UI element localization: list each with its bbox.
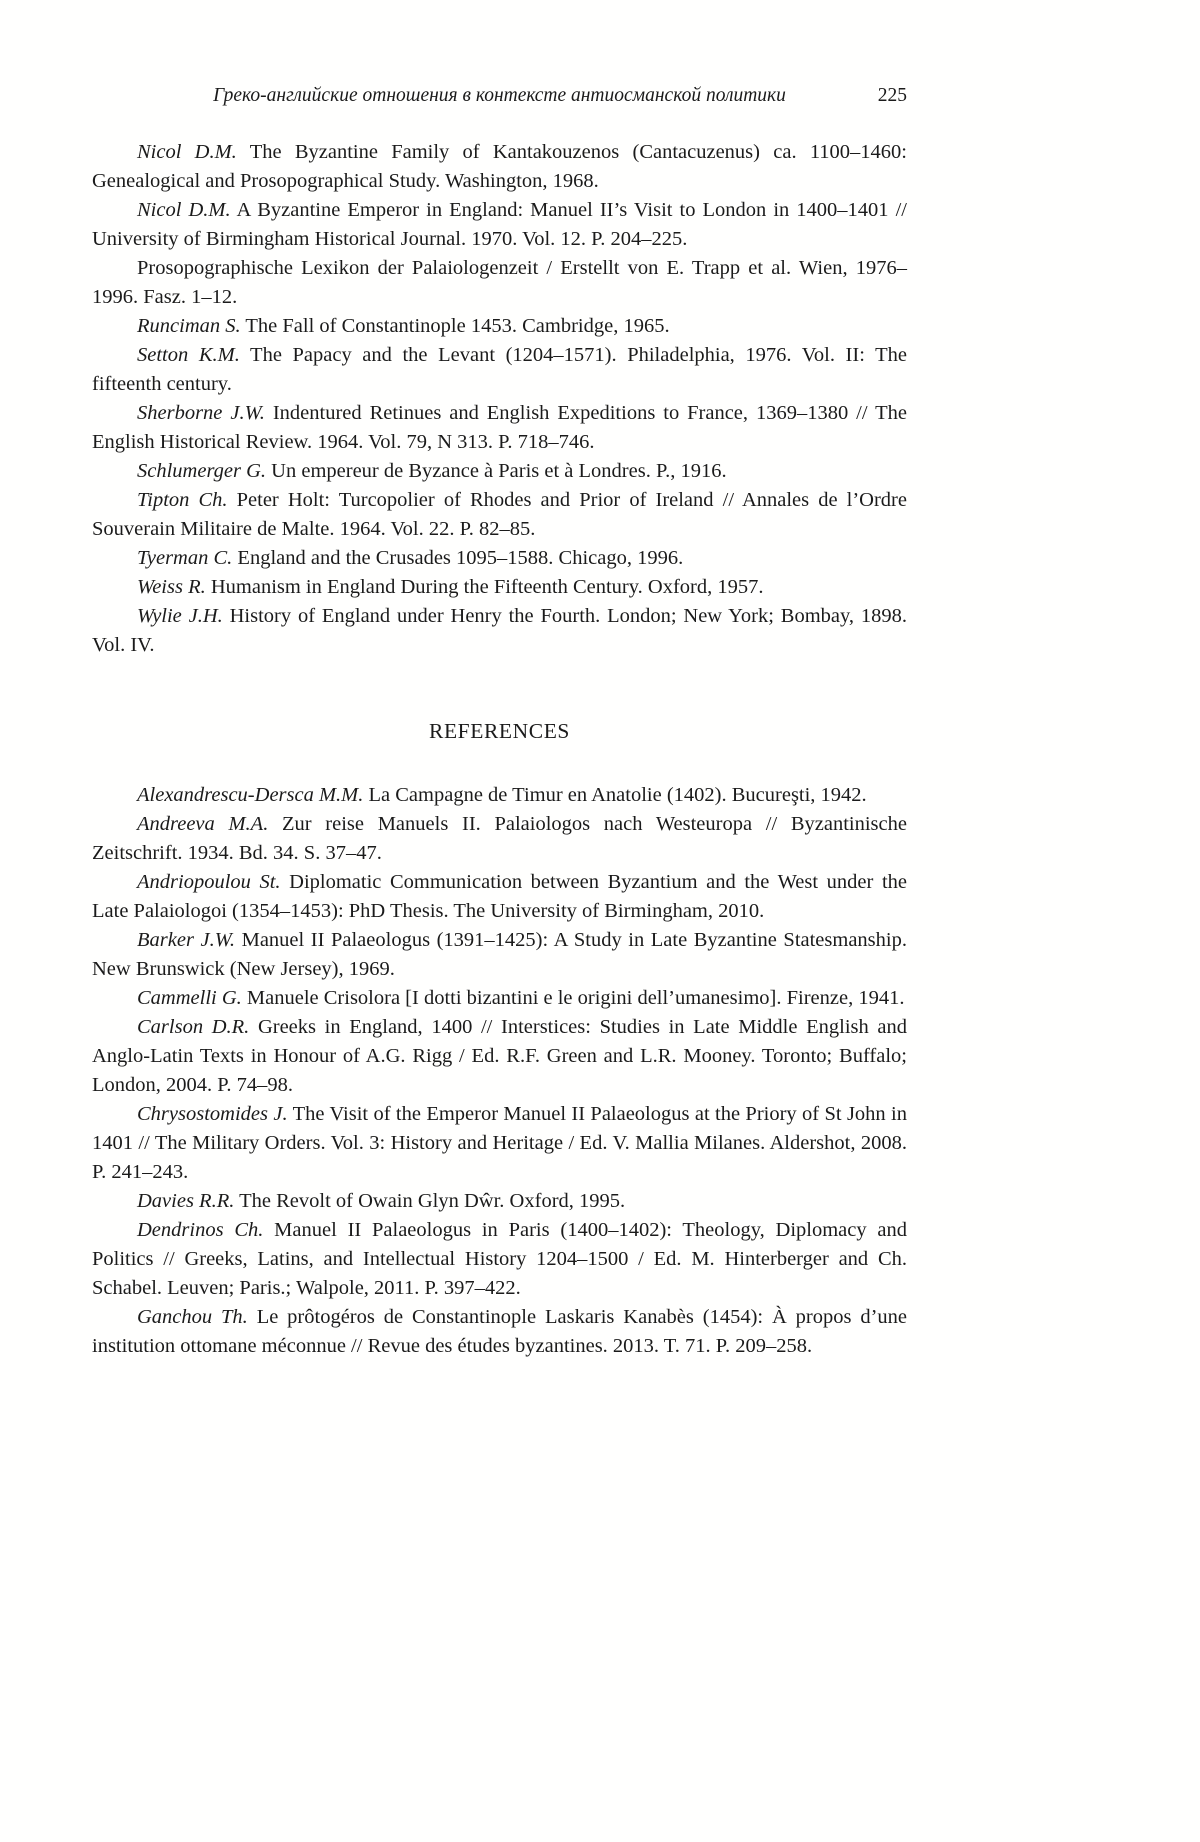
entry-text: The Papacy and the Levant (1204–1571). Philadelphia, 1976. Vol. II: The fifteenth century. [92,344,907,395]
entry-text: Zur reise Manuels II. Palaiologos nach Westeuropa // Byzantinische Zeitschrift. 1934. Bd. 34. S. 37–47. [92,813,907,864]
reference-entry [92,984,907,1013]
entry-author: Chrysostomides J. [137,1103,288,1125]
bibliography-entry [92,573,907,602]
bibliography-entry [92,196,907,254]
entry-author: Tipton Ch. [137,489,228,511]
entry-text: Un empereur de Byzance à Paris et à Londres. P., 1916. [266,460,727,482]
entry-text: Manuel II Palaeologus in Paris (1400–1402): Theology, Diplomacy and Politics // Greeks, Latins, and Intellectual History 1204–1500 / Ed. M. Hinterberger and Ch. Schabel. Leuven; Paris.; Walpole, 2011. P. 397–422. [92,1219,907,1299]
entry-author: Alexandrescu-Dersca M.M. [137,784,364,806]
reference-entry [92,1216,907,1303]
bibliography-entry [92,457,907,486]
entry-text: The Revolt of Owain Glyn Dŵr. Oxford, 1995. [234,1190,626,1212]
header-title: Греко-английские отношения в контексте антиосманской политики [213,85,786,106]
entry-text: Indentured Retinues and English Expeditions to France, 1369–1380 // The English Historical Review. 1964. Vol. 79, N 313. P. 718–746. [92,402,907,453]
reference-entry [92,926,907,984]
entry-text: History of England under Henry the Fourth. London; New York; Bombay, 1898. Vol. IV. [92,605,908,656]
entry-author: Runciman S. [137,315,241,337]
bibliography-entry [92,138,907,196]
reference-entry [92,1303,907,1361]
entry-text: Diplomatic Communication between Byzantium and the West under the Late Palaiologoi (1354–1453): PhD Thesis. The University of Birmingham, 2010. [92,871,907,922]
entry-author: Davies R.R. [137,1190,235,1212]
entry-text: The Fall of Constantinople 1453. Cambridge, 1965. [240,315,670,337]
entry-author: Nicol D.M. [137,199,231,221]
entry-text: Manuel II Palaeologus (1391–1425): A Study in Late Byzantine Statesmanship. New Brunswick (New Jersey), 1969. [92,929,907,980]
bibliography-entry [92,544,907,573]
entry-text: Greeks in England, 1400 // Interstices: Studies in Late Middle English and Anglo-Latin Texts in Honour of A.G. Rigg / Ed. R.F. Green and L.R. Mooney. Toronto; Buffalo; London, 2004. P. 74–98. [92,1016,907,1096]
entry-text: Manuele Crisolora [I dotti bizantini e le origini dell’umanesimo]. Firenze, 1941. [241,987,905,1009]
bibliography-entry [92,312,907,341]
reference-entry [92,1013,907,1100]
bibliography-entry [92,486,907,544]
reference-entry [92,781,907,810]
bibliography-entry [92,602,907,660]
entry-author: Setton K.M. [137,344,240,366]
entry-author: Cammelli G. [137,987,242,1009]
entry-text: Le prôtogéros de Constantinople Laskaris Kanabès (1454): À propos d’une institution ottomane méconnue // Revue des études byzantines. 2013. T. 71. P. 209–258. [92,1306,907,1357]
entry-author: Dendrinos Ch. [137,1219,264,1241]
bibliography-entry [92,399,907,457]
entry-text: The Byzantine Family of Kantakouzenos (Cantacuzenus) ca. 1100–1460: Genealogical and Prosopographical Study. Washington, 1968. [92,141,908,192]
bibliography-entry [92,341,907,399]
running-header [92,84,907,108]
entry-author: Nicol D.M. [137,141,237,163]
reference-entry [92,868,907,926]
entry-text: Humanism in England During the Fifteenth Century. Oxford, 1957. [205,576,764,598]
bibliography-entry [92,254,907,312]
entry-text: The Visit of the Emperor Manuel II Palaeologus at the Priory of St John in 1401 // The Military Orders. Vol. 3: History and Heritage / Ed. V. Mallia Milanes. Aldershot, 2008. P. 241–243. [92,1103,908,1183]
entry-author: Ganchou Th. [137,1306,248,1328]
entry-author: Tyerman C. [137,547,233,569]
reference-entry [92,810,907,868]
entry-text: Prosopographische Lexikon der Palaiologenzeit / Erstellt von E. Trapp et al. Wien, 1976–1996. Fasz. 1–12. [92,257,907,308]
entry-text: England and the Crusades 1095–1588. Chicago, 1996. [232,547,684,569]
bibliography-list [92,138,907,660]
entry-author: Schlumerger G. [137,460,267,482]
entry-author: Barker J.W. [137,929,236,951]
entry-author: Andriopoulou St. [137,871,281,893]
entry-text: A Byzantine Emperor in England: Manuel II’s Visit to London in 1400–1401 // University of Birmingham Historical Journal. 1970. Vol. 12. P. 204–225. [92,199,907,250]
references-heading: REFERENCES [429,719,570,743]
entry-text: Peter Holt: Turcopolier of Rhodes and Prior of Ireland // Annales de l’Ordre Souverain Militaire de Malte. 1964. Vol. 22. P. 82–85. [92,489,907,540]
entry-author: Wylie J.H. [137,605,223,627]
entry-text: La Campagne de Timur en Anatolie (1402). Bucureşti, 1942. [363,784,867,806]
page-number: 225 [877,85,907,106]
entry-author: Andreeva M.A. [137,813,269,835]
reference-entry [92,1187,907,1216]
entry-author: Weiss R. [137,576,206,598]
reference-entry [92,1100,907,1187]
references-list [92,781,907,1361]
entry-author: Sherborne J.W. [137,402,265,424]
entry-author: Carlson D.R. [137,1016,250,1038]
